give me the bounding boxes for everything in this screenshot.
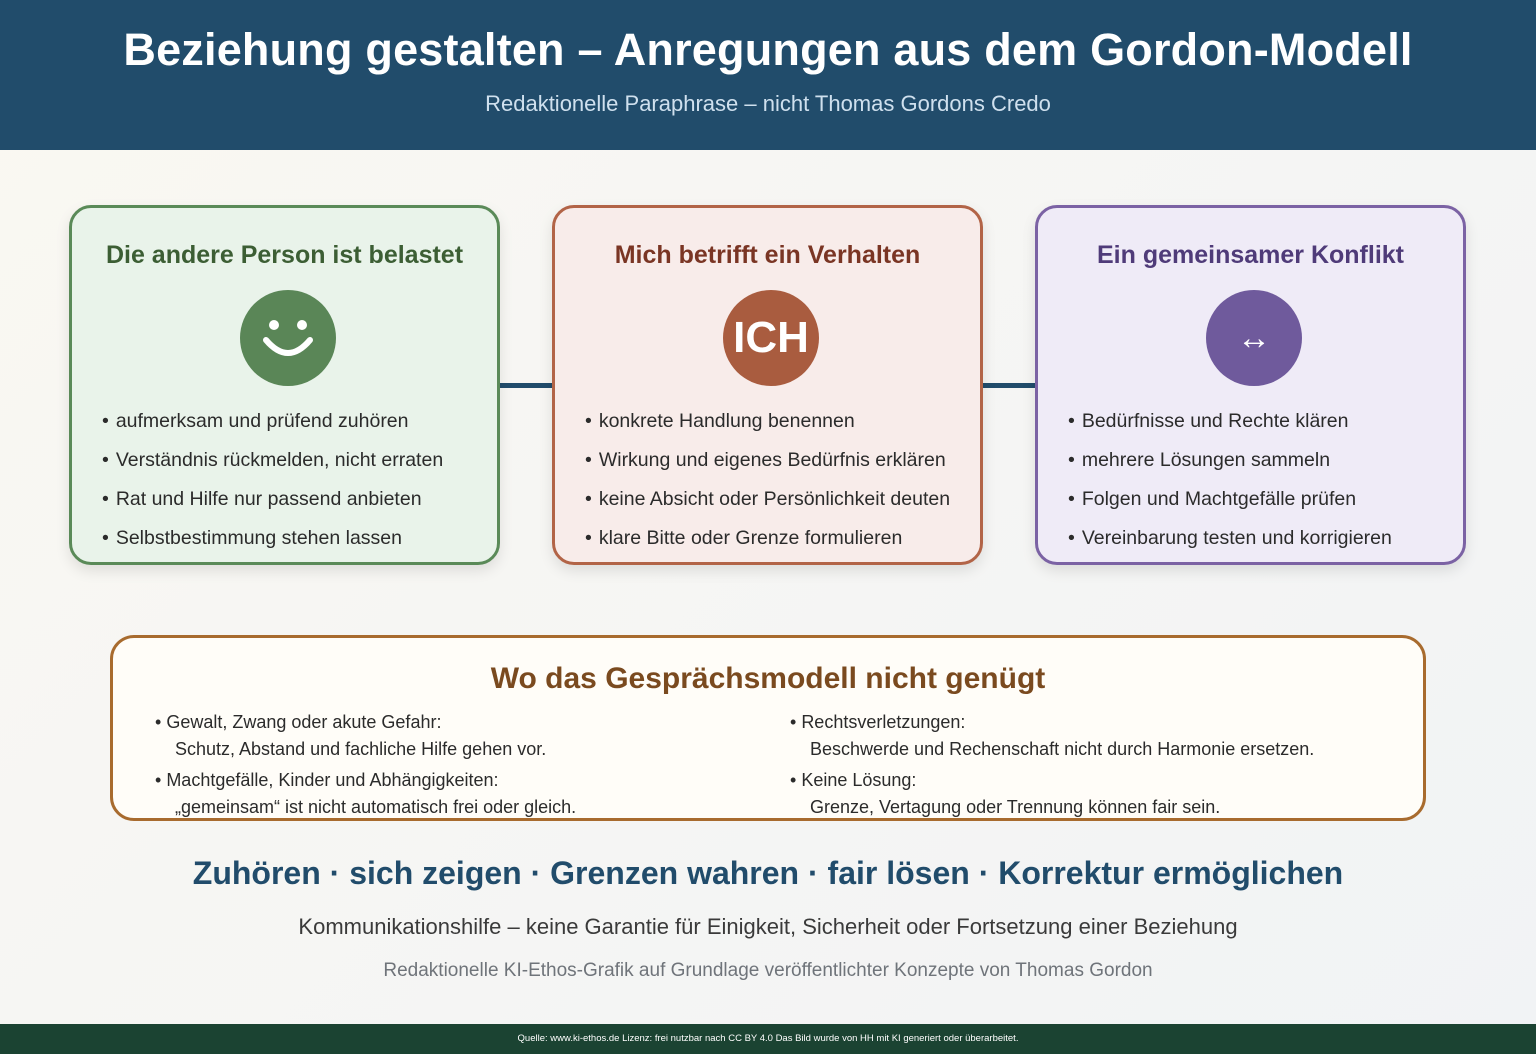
smile-icon: [240, 290, 336, 386]
footer-bar: [0, 1024, 1536, 1054]
list-item: • Bedürfnisse und Rechte klären: [1068, 408, 1392, 447]
limit-term: • Machtgefälle, Kinder und Abhängigkeiten:: [155, 770, 499, 790]
limit-item: [790, 709, 1314, 763]
list-item: • keine Absicht oder Persönlichkeit deuten: [585, 486, 950, 525]
connector-line-right: [981, 383, 1037, 388]
card-listening: [69, 205, 500, 565]
card-list: [585, 408, 950, 564]
list-item: • Vereinbarung testen und korrigieren: [1068, 525, 1392, 564]
connector-line-left: [498, 383, 554, 388]
page-subtitle: Redaktionelle Paraphrase – nicht Thomas Gordons Credo: [485, 91, 1051, 116]
list-item: • Selbstbestimmung stehen lassen: [102, 525, 443, 564]
limit-desc: Beschwerde und Rechenschaft nicht durch Harmonie ersetzen.: [810, 739, 1315, 759]
card-list: [102, 408, 443, 564]
credit-line: Redaktionelle KI-Ethos-Grafik auf Grundlage veröffentlichter Konzepte von Thomas Gordon: [383, 960, 1153, 981]
list-item: • Rat und Hilfe nur passend anbieten: [102, 486, 443, 525]
arrows-left-right-icon: ↔: [1206, 290, 1302, 386]
card-title: Die andere Person ist belastet: [105, 241, 464, 269]
limit-item: [155, 767, 576, 821]
card-conflict: [1035, 205, 1466, 565]
limit-item: [155, 709, 546, 763]
list-item: • aufmerksam und prüfend zuhören: [102, 408, 443, 447]
card-title: Mich betrifft ein Verhalten: [614, 241, 921, 269]
limits-title: Wo das Gesprächsmodell nicht genügt: [490, 662, 1046, 695]
list-item: • Verständnis rückmelden, nicht erraten: [102, 447, 443, 486]
limit-desc: Schutz, Abstand und fachliche Hilfe gehen vor.: [175, 739, 547, 759]
limit-term: • Keine Lösung:: [790, 770, 916, 790]
ich-badge: ICH: [723, 290, 819, 386]
header: [0, 0, 1536, 150]
list-item: • mehrere Lösungen sammeln: [1068, 447, 1392, 486]
footer-text: Quelle: www.ki-ethos.de Lizenz: frei nutzbar nach CC BY 4.0 Das Bild wurde von HH mit KI generiert oder überarbeitet.: [517, 1033, 1019, 1044]
limit-item: [790, 767, 1220, 821]
page-title: Beziehung gestalten – Anregungen aus dem Gordon-Modell: [123, 24, 1413, 75]
limit-desc: „gemeinsam“ ist nicht automatisch frei oder gleich.: [175, 797, 577, 817]
limit-term: • Gewalt, Zwang oder akute Gefahr:: [155, 712, 441, 732]
slogan: Zuhören · sich zeigen · Grenzen wahren · fair lösen · Korrektur ermöglichen: [192, 855, 1344, 891]
list-item: • konkrete Handlung benennen: [585, 408, 950, 447]
limit-desc: Grenze, Vertagung oder Trennung können fair sein.: [810, 797, 1221, 817]
card-list: [1068, 408, 1392, 564]
limits-box: [110, 635, 1426, 821]
card-i-message: [552, 205, 983, 565]
list-item: • Wirkung und eigenes Bedürfnis erklären: [585, 447, 950, 486]
list-item: • klare Bitte oder Grenze formulieren: [585, 525, 950, 564]
card-title: Ein gemeinsamer Konflikt: [1096, 241, 1405, 269]
limit-term: • Rechtsverletzungen:: [790, 712, 965, 732]
disclaimer: Kommunikationshilfe – keine Garantie für Einigkeit, Sicherheit oder Fortsetzung einer Beziehung: [298, 914, 1238, 939]
list-item: • Folgen und Machtgefälle prüfen: [1068, 486, 1392, 525]
